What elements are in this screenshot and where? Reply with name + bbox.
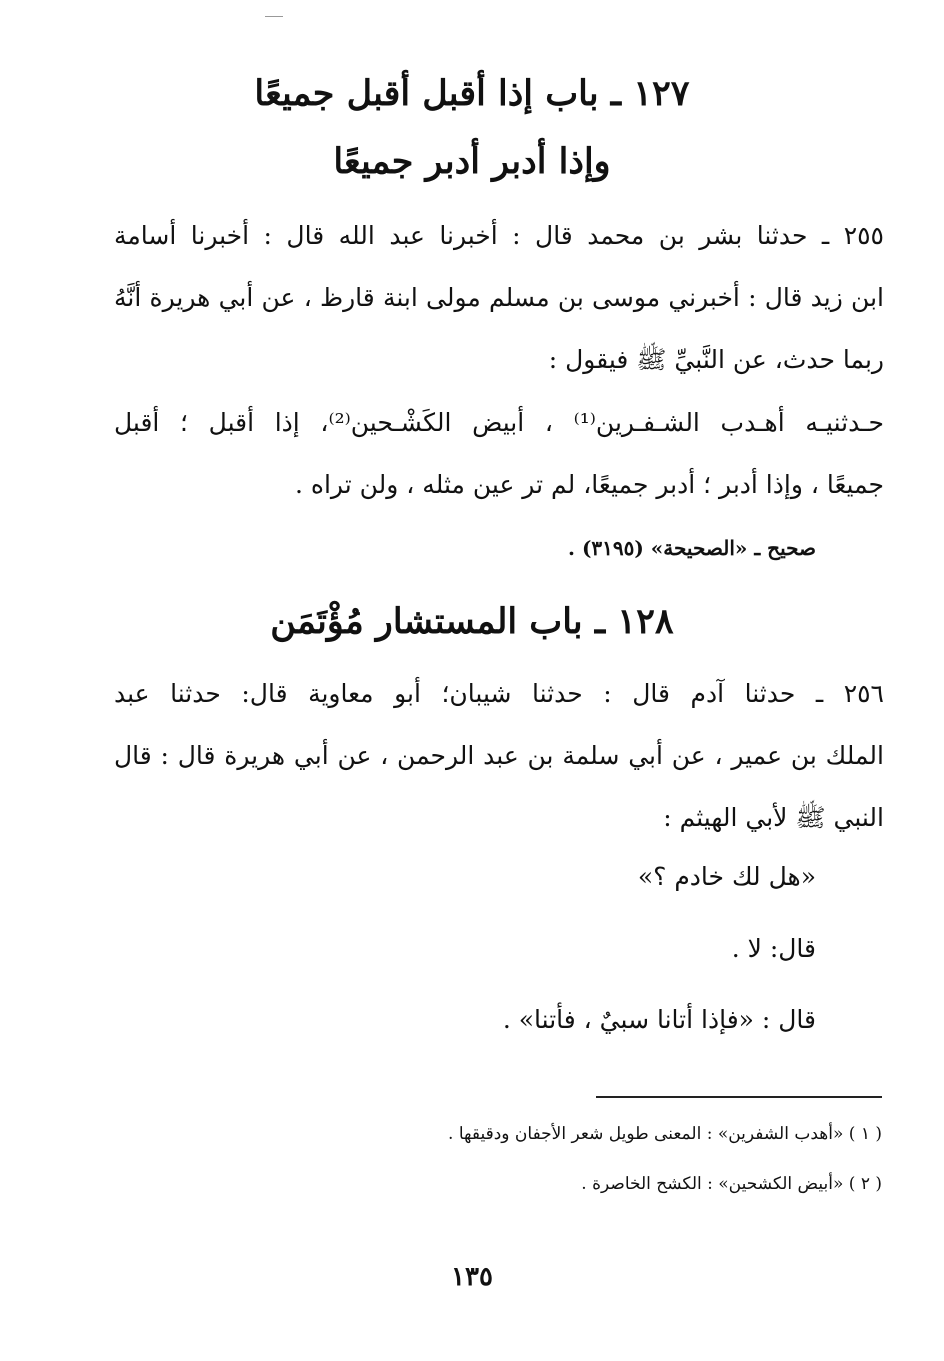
hadith-256-line-1: ٢٥٦ ـ حدثنا آدم قال : حدثنا شيبان؛ أبو معاوية قال: حدثنا عبد bbox=[114, 679, 884, 708]
chapter-128-title: ١٢٨ ـ باب المستشار مُؤْتَمَن bbox=[270, 601, 674, 642]
chapter-127-title-line2: وإذا أدبر أدبر جميعًا bbox=[333, 141, 611, 182]
hadith-255-line-5: جميعًا ، وإذا أدبر ؛ أدبر جميعًا، لم تر عين مثله ، ولن تراه . bbox=[294, 470, 884, 499]
hadith-255-line-1: ٢٥٥ ـ حدثنا بشر بن محمد قال : أخبرنا عبد الله قال : أخبرنا أسامة bbox=[114, 221, 884, 250]
dialogue-line-3: قال : «فإذا أتانا سبيٌ ، فأتنا» . bbox=[502, 1005, 816, 1034]
hadith-256-line-3: النبي ﷺ لأبي الهيثم : bbox=[663, 803, 884, 832]
hadith-255-matn bbox=[114, 392, 884, 516]
chapter-127-title-line1: ١٢٧ ـ باب إذا أقبل أقبل جميعًا bbox=[254, 73, 690, 114]
hadith-255-line-2: ابن زيد قال : أخبرني موسى بن مسلم مولى ابنة قارظ ، عن أبي هريرة أنَّهُ bbox=[114, 283, 884, 312]
footnote-divider bbox=[596, 1096, 882, 1098]
page-number: ١٣٥ bbox=[451, 1262, 493, 1292]
footnote-2: ( ٢ ) «أبيض الكشحين» : الكشح الخاصرة . bbox=[581, 1174, 882, 1194]
hadith-256-line-2: الملك بن عمير ، عن أبي سلمة بن عبد الرحمن ، عن أبي هريرة قال : قال bbox=[114, 741, 884, 770]
hadith-255-line-3: ربما حدث، عن النَّبيِّ ﷺ فيقول : bbox=[548, 345, 884, 374]
footnote-1: ( ١ ) «أهدب الشفرين» : المعنى طويل شعر الأجفان ودقيقها . bbox=[448, 1124, 882, 1144]
dialogue-line-1: «هل لك خادم ؟» bbox=[637, 862, 816, 891]
scan-mark bbox=[265, 16, 283, 17]
hadith-256-text bbox=[114, 663, 884, 849]
hadith-255-isnad bbox=[114, 205, 884, 391]
hadith-255-line-4: حـدثنيـه أهـدب الشـفـرين⁽¹⁾ ، أبيض الكَشْـحين⁽²⁾، إذا أقبل ؛ أقبل bbox=[114, 408, 884, 437]
hadith-255-grade: صحيح ـ «الصحيحة» (٣١٩٥) . bbox=[568, 536, 816, 560]
dialogue-line-2: قال: لا . bbox=[731, 934, 816, 963]
